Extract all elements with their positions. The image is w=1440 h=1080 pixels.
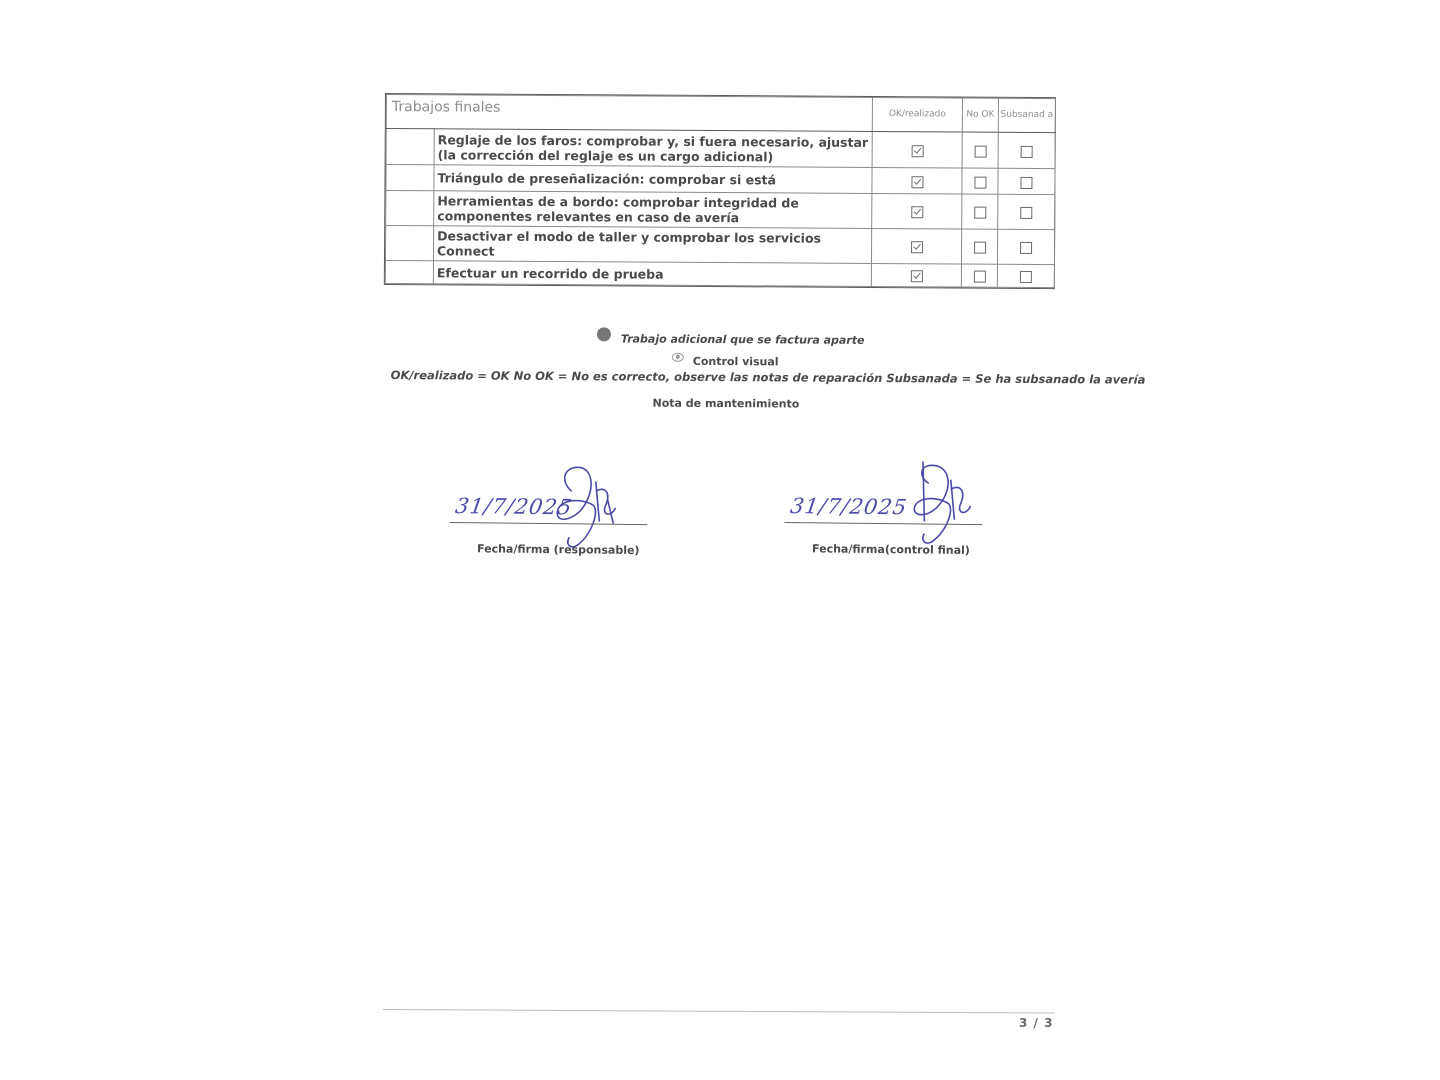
- row-description: Triángulo de preseñalización: comprobar si está: [434, 165, 872, 194]
- fixed-checkbox[interactable]: [1020, 271, 1032, 283]
- legend-extra-charge-text: Trabajo adicional que se factura aparte: [620, 332, 865, 347]
- checklist-row: [386, 165, 1055, 195]
- eye-icon: [672, 353, 684, 362]
- filled-circle-icon: [597, 327, 611, 341]
- legend-visual-check-text: Control visual: [692, 354, 779, 369]
- checklist-row: [385, 261, 1054, 288]
- not-ok-checkbox[interactable]: [974, 242, 986, 254]
- not-ok-checkbox[interactable]: [974, 145, 986, 157]
- legend-visual-check: [672, 355, 779, 369]
- row-marker-cell: [386, 165, 434, 191]
- fixed-checkbox[interactable]: [1020, 176, 1032, 188]
- fixed-checkbox[interactable]: [1020, 207, 1032, 219]
- row-description: Herramientas de a bordo: comprobar integridad de componentes relevantes en caso de avería: [434, 191, 872, 229]
- signature-block-responsible: [449, 460, 670, 572]
- signature-block-final-control: [784, 460, 1005, 572]
- row-marker-cell: [385, 226, 433, 261]
- signature-date: 31/7/2025: [788, 494, 910, 520]
- legend-extra-charge: [597, 332, 865, 348]
- row-description: Reglaje de los faros: comprobar y, si fuera necesario, ajustar (la corrección del reglaje es un cargo adicional): [434, 129, 872, 168]
- signature-label: Fecha/firma (responsable): [477, 542, 640, 557]
- signature-label: Fecha/firma(control final): [812, 542, 970, 557]
- ok-checkbox[interactable]: [910, 270, 922, 282]
- not-ok-checkbox[interactable]: [973, 271, 985, 283]
- checklist-row: [385, 226, 1054, 265]
- checklist-row: [386, 191, 1055, 230]
- checklist-row: [386, 129, 1055, 169]
- not-ok-checkbox[interactable]: [974, 176, 986, 188]
- fixed-checkbox[interactable]: [1020, 242, 1032, 254]
- checklist-table: [385, 94, 1056, 288]
- row-description: Efectuar un recorrido de prueba: [433, 261, 871, 287]
- checklist-header-row: [386, 95, 1055, 133]
- maintenance-note-title: Nota de mantenimiento: [652, 396, 800, 411]
- ok-checkbox[interactable]: [911, 176, 923, 188]
- final-works-checklist: [384, 93, 1056, 289]
- footer-divider: [383, 1009, 1055, 1014]
- legend-status-key: OK/realizado = OK No OK = No es correcto, observe las notas de reparación Subsanada = Se ha subsanado la avería: [390, 368, 1146, 387]
- ok-checkbox[interactable]: [911, 206, 923, 218]
- row-marker-cell: [386, 129, 434, 165]
- row-marker-cell: [385, 261, 433, 284]
- ok-checkbox[interactable]: [911, 241, 923, 253]
- column-header-not-ok: No OK: [962, 98, 998, 132]
- section-title: Trabajos finales: [386, 90, 872, 127]
- signature-date: 31/7/2025: [453, 494, 575, 520]
- column-header-ok: OK/realizado: [872, 97, 962, 132]
- row-description: Desactivar el modo de taller y comprobar los servicios Connect: [433, 226, 871, 264]
- not-ok-checkbox[interactable]: [974, 207, 986, 219]
- page-number: 3 / 3: [1019, 1016, 1054, 1030]
- column-header-fixed: Subsanad a: [998, 98, 1055, 132]
- legend: [385, 325, 1146, 411]
- ok-checkbox[interactable]: [911, 145, 923, 157]
- fixed-checkbox[interactable]: [1021, 145, 1033, 157]
- row-marker-cell: [386, 191, 434, 226]
